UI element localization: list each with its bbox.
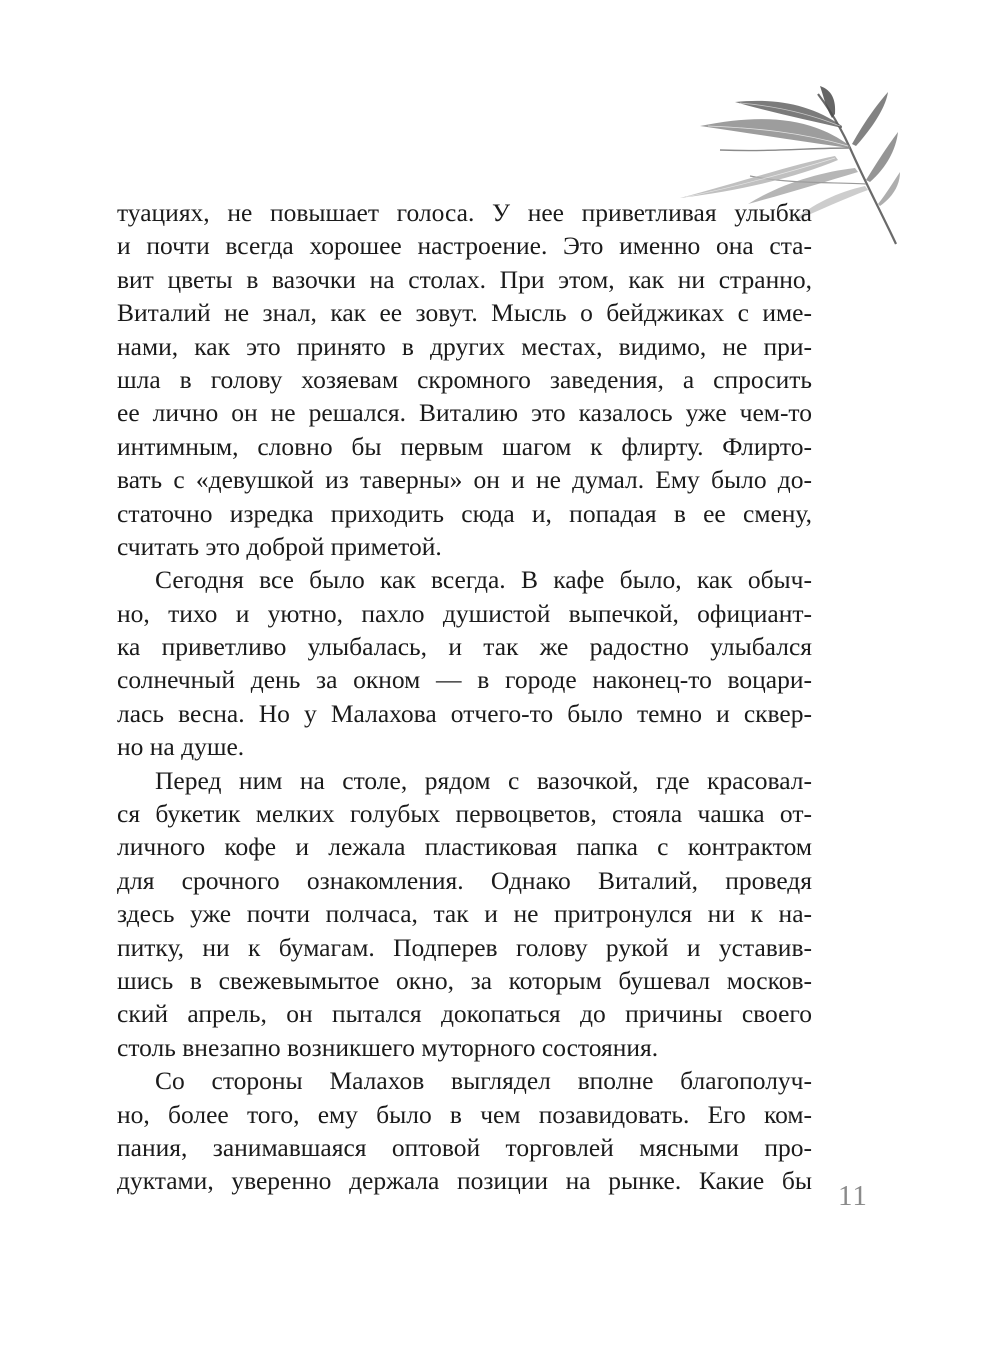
text-line: лась весна. Но у Малахова отчего-то было темно и сквер- <box>117 698 812 728</box>
paragraph-1 <box>117 196 812 563</box>
text-line: Перед ним на столе, рядом с вазочкой, где красовал- <box>155 765 812 795</box>
text-line: шла в голову хозяевам скромного заведения, а спросить <box>117 364 812 394</box>
text-line: пания, занимавшаяся оптовой торговлей мясными про- <box>117 1132 812 1162</box>
text-line: но, тихо и уютно, пахло душистой выпечкой, официант- <box>117 598 812 628</box>
text-line: Виталий не знал, как ее зовут. Мысль о бейджиках с име- <box>117 298 812 328</box>
text-line: ее лично он не решался. Виталию это казалось уже чем-то <box>117 398 812 428</box>
text-line: питку, ни к бумагам. Подперев голову рукой и уставив- <box>117 932 812 962</box>
text-line: ся букетик мелких голубых первоцветов, стояла чашка от- <box>117 799 812 829</box>
text-line: и почти всегда хорошее настроение. Это именно она ста- <box>117 231 812 261</box>
paragraph-3 <box>117 764 812 1065</box>
paragraph-2 <box>117 563 812 763</box>
text-line: интимным, словно бы первым шагом к флирту. Флирто- <box>117 431 812 461</box>
text-line: нами, как это принято в других местах, видимо, не при- <box>117 331 812 361</box>
text-line: но, более того, ему было в чем позавидовать. Его ком- <box>117 1099 812 1129</box>
text-line: здесь уже почти полчаса, так и не притронулся ни к на- <box>117 899 812 929</box>
page-number: 11 <box>838 1180 868 1212</box>
text-line: ка приветливо улыбалась, и так же радостно улыбался <box>117 632 812 662</box>
text-line: Со стороны Малахов выглядел вполне благополуч- <box>155 1066 812 1096</box>
text-line: дуктами, уверенно держала позиции на рынке. Какие бы <box>117 1166 812 1196</box>
text-line: ский апрель, он пытался докопаться до причины своего <box>117 999 812 1029</box>
text-line: столь внезапно возникшего муторного состояния. <box>117 1032 659 1062</box>
text-line: статочно изредка приходить сюда и, попадая в ее смену, <box>117 498 812 528</box>
paragraph-4 <box>117 1064 812 1198</box>
text-line: личного кофе и лежала пластиковая папка с контрактом <box>117 832 812 862</box>
body-text <box>117 196 812 1198</box>
text-line: Сегодня все было как всегда. В кафе было, как обыч- <box>155 565 812 595</box>
text-line: вать с «девушкой из таверны» он и не думал. Ему было до- <box>117 465 812 495</box>
text-line: туациях, не повышает голоса. У нее приветливая улыбка <box>117 198 812 227</box>
text-line: для срочного ознакомления. Однако Виталий, проведя <box>117 865 812 895</box>
text-line: солнечный день за окном — в городе наконец-то воцари- <box>117 665 812 695</box>
text-line: вит цветы в вазочки на столах. При этом, как ни странно, <box>117 264 812 294</box>
text-line: но на душе. <box>117 732 245 762</box>
text-line: шись в свежевымытое окно, за которым бушевал москов- <box>117 965 812 995</box>
text-line: считать это доброй приметой. <box>117 531 442 561</box>
